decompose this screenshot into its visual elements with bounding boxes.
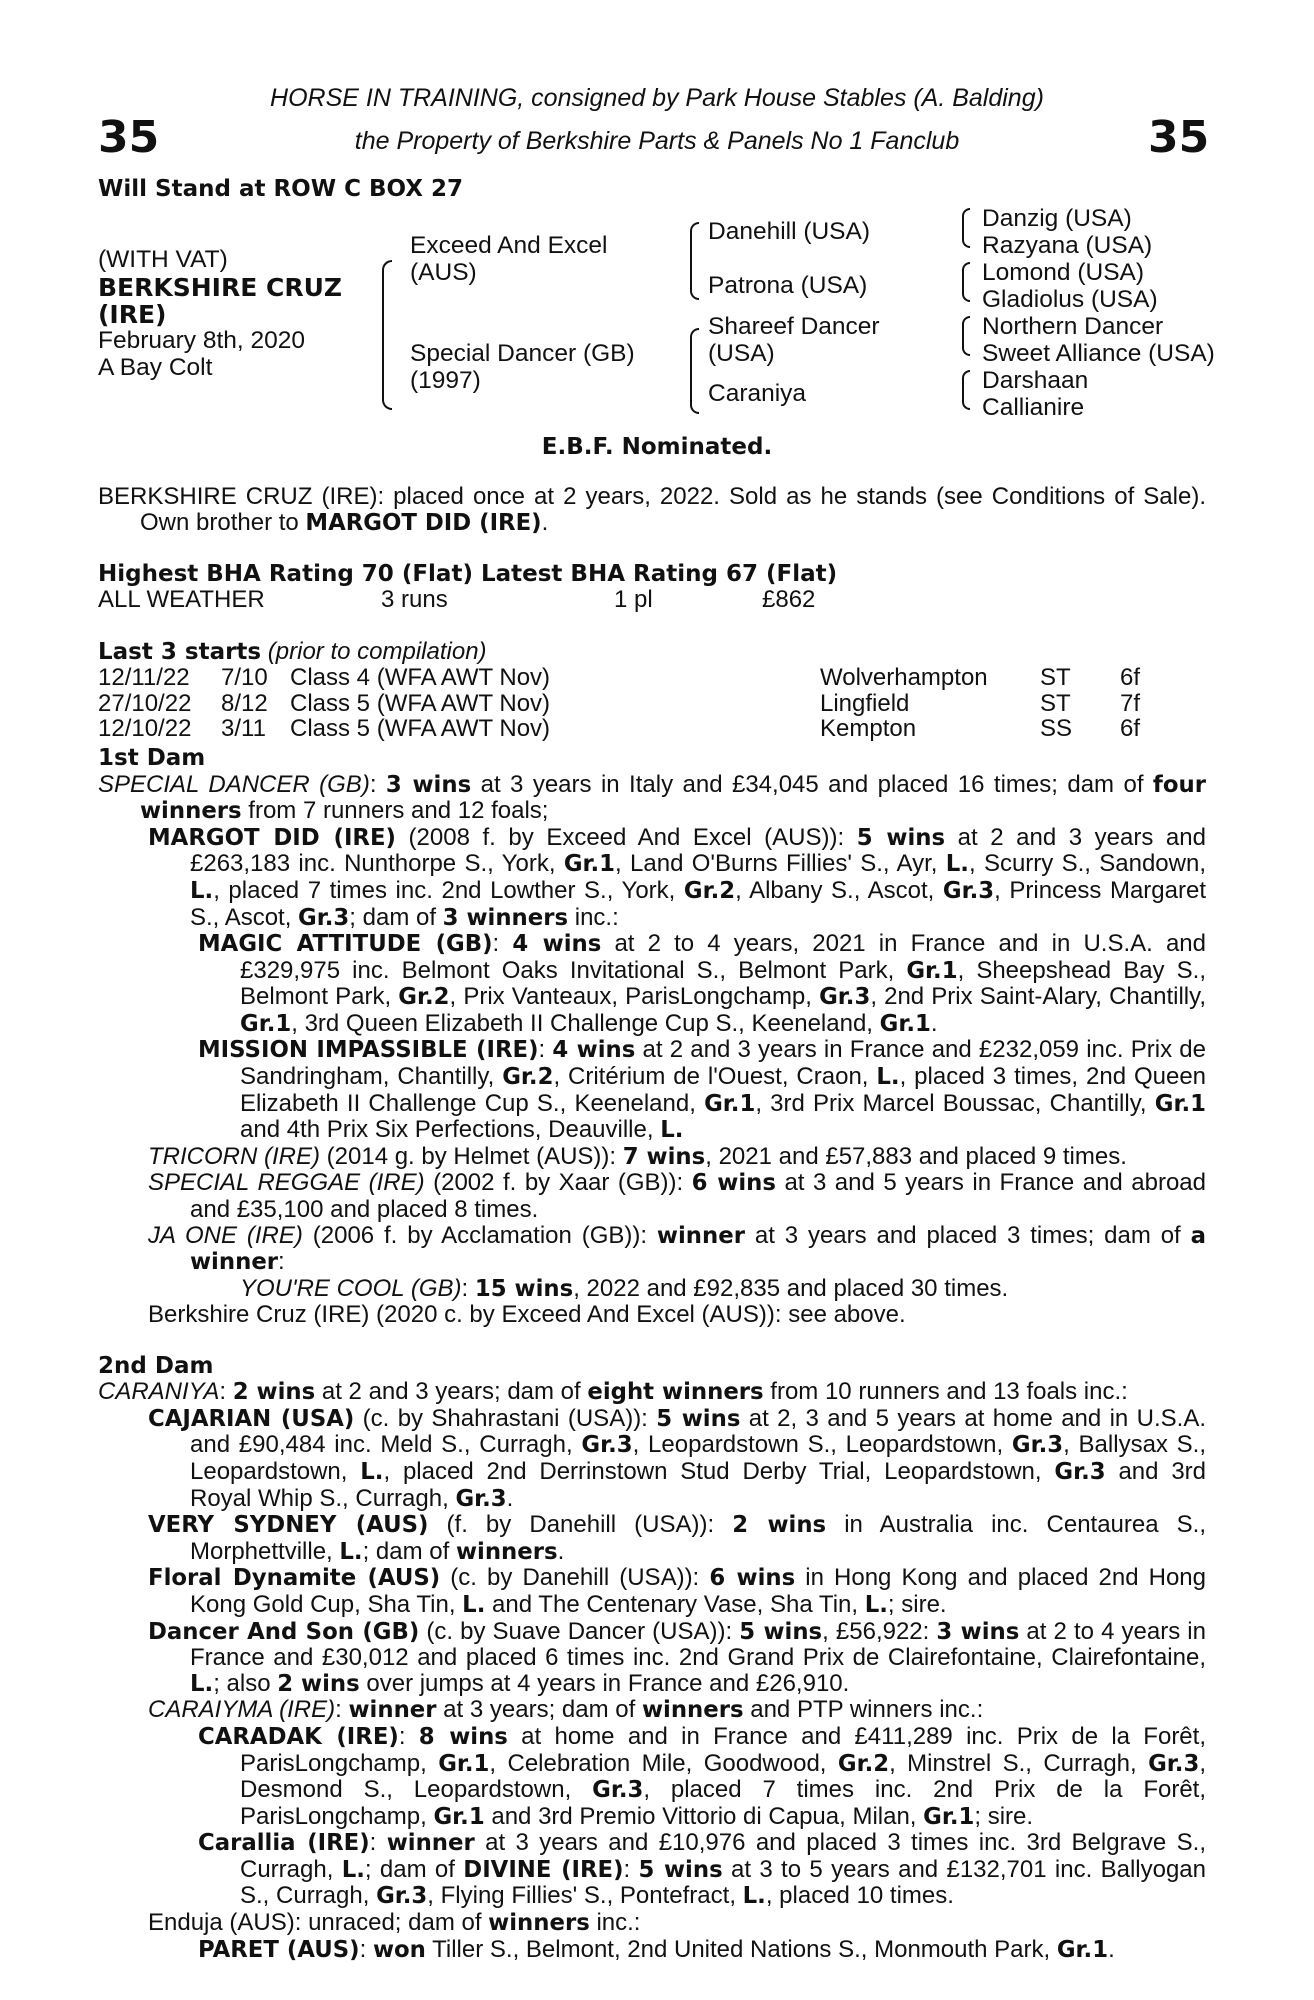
sire-country: (AUS) <box>410 259 477 286</box>
progeny-entry: TRICORN (IRE) (2014 g. by Helmet (AUS)): 7 wins, 2021 and £57,883 and placed 9 times. <box>148 1142 1127 1170</box>
horse-origin: (IRE) <box>98 300 167 329</box>
pedigree-brace-g3d <box>962 370 970 410</box>
catalogue-body <box>98 484 1206 1963</box>
progeny-entry: PARET (AUS): won Tiller S., Belmont, 2nd United Nations S., Monmouth Park, Gr.1. <box>198 1935 1115 1963</box>
bha-ratings: Highest BHA Rating 70 (Flat) Latest BHA Rating 67 (Flat) <box>98 560 838 587</box>
first-dam-heading: 1st Dam <box>98 744 206 771</box>
start-row: 27/10/22 8/12 Class 5 (WFA AWT Nov) Lingfield ST 7f <box>98 689 1141 717</box>
dam-year: (1997) <box>410 367 481 394</box>
start-row: 12/11/22 7/10 Class 4 (WFA AWT Nov) Wolverhampton ST 6f <box>98 664 1141 692</box>
progeny-entry: MAGIC ATTITUDE (GB): 4 wins at 2 to 4 years, 2021 in France and in U.S.A. and £329,975 inc. Belmont Oaks Invitational S., Belmont Park, Gr.1, Sheepshead Bay S., Belmont Park, Gr.2, Prix Vanteaux, ParisLongchamp, Gr.3, 2nd Prix Saint-Alary, Chantilly, Gr.1, 3rd Queen Elizabeth II Challenge Cup S., Keeneland, Gr.1. <box>198 930 1207 1037</box>
progeny-entry: CAJARIAN (USA) (c. by Shahrastani (USA)): 5 wins at 2, 3 and 5 years at home and in U.S.A. and £90,484 inc. Meld S., Curragh, Gr.3, Leopardstown S., Leopardstown, Gr.3, Ballysax S., Leopardstown, L., placed 2nd Derrinstown Stud Derby Trial, Leopardstown, Gr.3 and 3rd Royal Whip S., Curragh, Gr.3. <box>148 1404 1207 1512</box>
pedigree-brace-dam <box>690 328 699 414</box>
g4-ancestor: Northern Dancer <box>982 313 1164 340</box>
pedigree-brace-g3a <box>962 208 970 248</box>
sire-dam: Patrona (USA) <box>708 272 868 299</box>
race-record: ALL WEATHER 3 runs 1 pl £862 <box>98 586 816 614</box>
progeny-entry: VERY SYDNEY (AUS) (f. by Danehill (USA)): 2 wins in Australia inc. Centaurea S., Morphettville, L.; dam of winners. <box>148 1511 1207 1565</box>
lot-number-right: 35 <box>1148 112 1210 163</box>
progeny-entry: Carallia (IRE): winner at 3 years and £10,976 and placed 3 times inc. 3rd Belgrave S., Curragh, L.; dam of DIVINE (IRE): 5 wins at 3 to 5 years and £132,701 inc. Ballyogan S., Curragh, Gr.3, Flying Fillies' S., Pontefract, L., placed 10 times. <box>198 1829 1206 1910</box>
progeny-entry: Floral Dynamite (AUS) (c. by Danehill (USA)): 6 wins in Hong Kong and placed 2nd Hong Kong Gold Cup, Sha Tin, L. and The Centenary Vase, Sha Tin, L.; sire. <box>148 1564 1207 1618</box>
progeny-entry: Dancer And Son (GB) (c. by Suave Dancer (USA)): 5 wins, £56,922: 3 wins at 2 to 4 years in France and £30,012 and placed 6 times inc. 2nd Grand Prix de Clairefontaine, Clairefontaine, L.; also 2 wins over jumps at 4 years in France and £26,910. <box>148 1617 1206 1697</box>
pedigree-brace-sire <box>690 222 699 300</box>
vat-note: (WITH VAT) <box>98 246 228 273</box>
progeny-entry: MISSION IMPASSIBLE (IRE): 4 wins at 2 and 3 years in France and £232,059 inc. Prix de Sandringham, Chantilly, Gr.2, Critérium de l'Ouest, Craon, L., placed 3 times, 2nd Queen Elizabeth II Challenge Cup S., Keeneland, Gr.1, 3rd Prix Marcel Boussac, Chantilly, Gr.1 and 4th Prix Six Perfections, Deauville, L. <box>198 1036 1207 1144</box>
g4-ancestor: Sweet Alliance (USA) <box>982 340 1215 367</box>
g4-ancestor: Gladiolus (USA) <box>982 286 1158 313</box>
second-dam-heading: 2nd Dam <box>98 1352 214 1379</box>
start-row: 12/10/22 3/11 Class 5 (WFA AWT Nov) Kempton SS 6f <box>98 715 1141 743</box>
progeny-entry: JA ONE (IRE) (2006 f. by Acclamation (GB)): winner at 3 years and placed 3 times; dam of a winner: <box>148 1221 1206 1276</box>
progeny-entry: YOU'RE COOL (GB): 15 wins, 2022 and £92,835 and placed 30 times. <box>240 1274 1009 1302</box>
progeny-entry: SPECIAL REGGAE (IRE) (2002 f. by Xaar (GB)): 6 wins at 3 and 5 years in France and abroad and £35,100 and placed 8 times. <box>148 1169 1206 1224</box>
dam-sire-country: (USA) <box>708 340 775 367</box>
pedigree-brace-main <box>382 260 392 410</box>
ownership-line: the Property of Berkshire Parts & Panels No 1 Fanclub <box>354 127 960 155</box>
pedigree-brace-g3b <box>962 262 970 302</box>
last-starts-heading: Last 3 starts (prior to compilation) <box>98 637 487 665</box>
sire-name: Exceed And Excel <box>410 232 608 259</box>
progeny-entry: CARAIYMA (IRE): winner at 3 years; dam of winners and PTP winners inc.: <box>148 1696 984 1724</box>
dam-name: Special Dancer (GB) <box>410 340 635 367</box>
horse-summary: BERKSHIRE CRUZ (IRE): placed once at 2 years, 2022. Sold as he stands (see Conditions of Sale). Own brother to MARGOT DID (IRE). <box>98 483 1206 536</box>
g4-ancestor: Darshaan <box>982 367 1089 394</box>
dam-entry: SPECIAL DANCER (GB): 3 wins at 3 years in Italy and £34,045 and placed 16 times; dam of four winners from 7 runners and 12 foals; <box>98 770 1206 825</box>
dam-sire: Shareef Dancer <box>708 313 880 340</box>
pedigree-brace-g3c <box>962 316 970 356</box>
foaling-date: February 8th, 2020 <box>98 327 306 354</box>
lot-number-left: 35 <box>98 112 160 163</box>
g4-ancestor: Lomond (USA) <box>982 259 1145 286</box>
sire-sire: Danehill (USA) <box>708 218 871 245</box>
progeny-entry: MARGOT DID (IRE) (2008 f. by Exceed And Excel (AUS)): 5 wins at 2 and 3 years and £263,183 inc. Nunthorpe S., York, Gr.1, Land O'Burns Fillies' S., Ayr, L., Scurry S., Sandown, L., placed 7 times inc. 2nd Lowther S., York, Gr.2, Albany S., Ascot, Gr.3, Princess Margaret S., Ascot, Gr.3; dam of 3 winners inc.: <box>148 823 1207 931</box>
g4-ancestor: Callianire <box>982 394 1085 421</box>
horse-name: BERKSHIRE CRUZ <box>98 273 343 302</box>
progeny-entry: CARADAK (IRE): 8 wins at home and in France and £411,289 inc. Prix de la Forêt, ParisLongchamp, Gr.1, Celebration Mile, Goodwood, Gr.2, Minstrel S., Curragh, Gr.3, Desmond S., Leopardstown, Gr.3, placed 7 times inc. 2nd Prix de la Forêt, ParisLongchamp, Gr.1 and 3rd Premio Vittorio di Capua, Milan, Gr.1; sire. <box>198 1722 1206 1830</box>
consignor-line: HORSE IN TRAINING, consigned by Park House Stables (A. Balding) <box>270 84 1044 112</box>
dam-dam: Caraniya <box>708 380 807 407</box>
g4-ancestor: Razyana (USA) <box>982 232 1153 259</box>
stand-location: Will Stand at ROW C BOX 27 <box>98 176 464 202</box>
dam-entry: CARANIYA: 2 wins at 2 and 3 years; dam of eight winners from 10 runners and 13 foals inc.: <box>98 1378 1128 1406</box>
horse-description: A Bay Colt <box>98 354 213 381</box>
progeny-entry: Berkshire Cruz (IRE) (2020 c. by Exceed And Excel (AUS)): see above. <box>148 1301 906 1329</box>
g4-ancestor: Danzig (USA) <box>982 205 1132 232</box>
ebf-nominated: E.B.F. Nominated. <box>541 434 773 460</box>
progeny-entry: Enduja (AUS): unraced; dam of winners inc.: <box>148 1909 641 1937</box>
